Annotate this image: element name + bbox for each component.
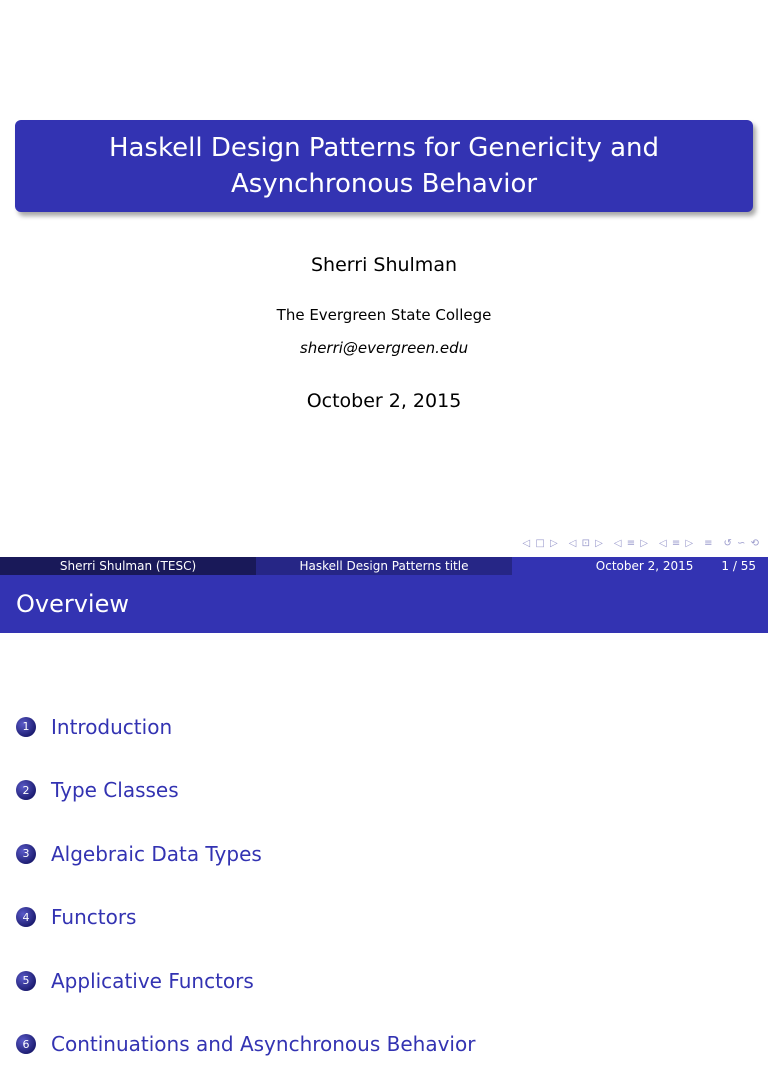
toc-link[interactable]: Introduction (51, 715, 172, 739)
toc-item-functors[interactable] (16, 886, 475, 950)
toc-number-bullet: 2 (16, 780, 36, 800)
toc-number-bullet: 3 (16, 844, 36, 864)
toc-link[interactable]: Type Classes (51, 778, 179, 802)
toc-item-algebraic-data-types[interactable] (16, 822, 475, 886)
toc-link[interactable]: Applicative Functors (51, 969, 254, 993)
presentation-date: October 2, 2015 (0, 390, 768, 412)
author-name: Sherri Shulman (0, 254, 768, 276)
toc-item-applicative-functors[interactable] (16, 949, 475, 1013)
nav-section-icon[interactable]: ◁ ≡ ▷ (614, 538, 649, 549)
footer-author: Sherri Shulman (TESC) (0, 557, 256, 575)
table-of-contents (16, 695, 475, 1076)
footer-date: October 2, 2015 (596, 559, 694, 573)
author-email[interactable]: sherri@evergreen.edu (0, 339, 768, 357)
toc-number-bullet: 4 (16, 907, 36, 927)
nav-search-icon[interactable]: ↺ ∽ ⟲ (724, 538, 761, 549)
nav-document-icon[interactable]: ◁ ≡ ▷ (659, 538, 694, 549)
footer-title: Haskell Design Patterns title (256, 557, 512, 575)
beamer-navigation (523, 538, 760, 549)
slide-footer (0, 557, 768, 575)
presentation-title: Haskell Design Patterns for Genericity and Asynchronous Behavior (24, 130, 744, 202)
toc-link[interactable]: Algebraic Data Types (51, 842, 262, 866)
nav-toc-icon[interactable]: ≡ (704, 538, 713, 549)
toc-link[interactable]: Continuations and Asynchronous Behavior (51, 1032, 475, 1056)
footer-right (512, 557, 768, 575)
toc-number-bullet: 5 (16, 971, 36, 991)
toc-item-introduction[interactable] (16, 695, 475, 759)
toc-number-bullet: 1 (16, 717, 36, 737)
toc-link[interactable]: Functors (51, 905, 136, 929)
overview-heading: Overview (0, 575, 768, 633)
toc-item-type-classes[interactable] (16, 759, 475, 823)
footer-page-number: 1 / 55 (721, 559, 756, 573)
institute-name: The Evergreen State College (0, 306, 768, 324)
toc-number-bullet: 6 (16, 1034, 36, 1054)
nav-frame-icon[interactable]: ◁ □ ▷ (523, 538, 559, 549)
toc-item-continuations[interactable] (16, 1013, 475, 1076)
title-box (15, 120, 753, 212)
nav-subsection-icon[interactable]: ◁ ⊡ ▷ (569, 538, 604, 549)
